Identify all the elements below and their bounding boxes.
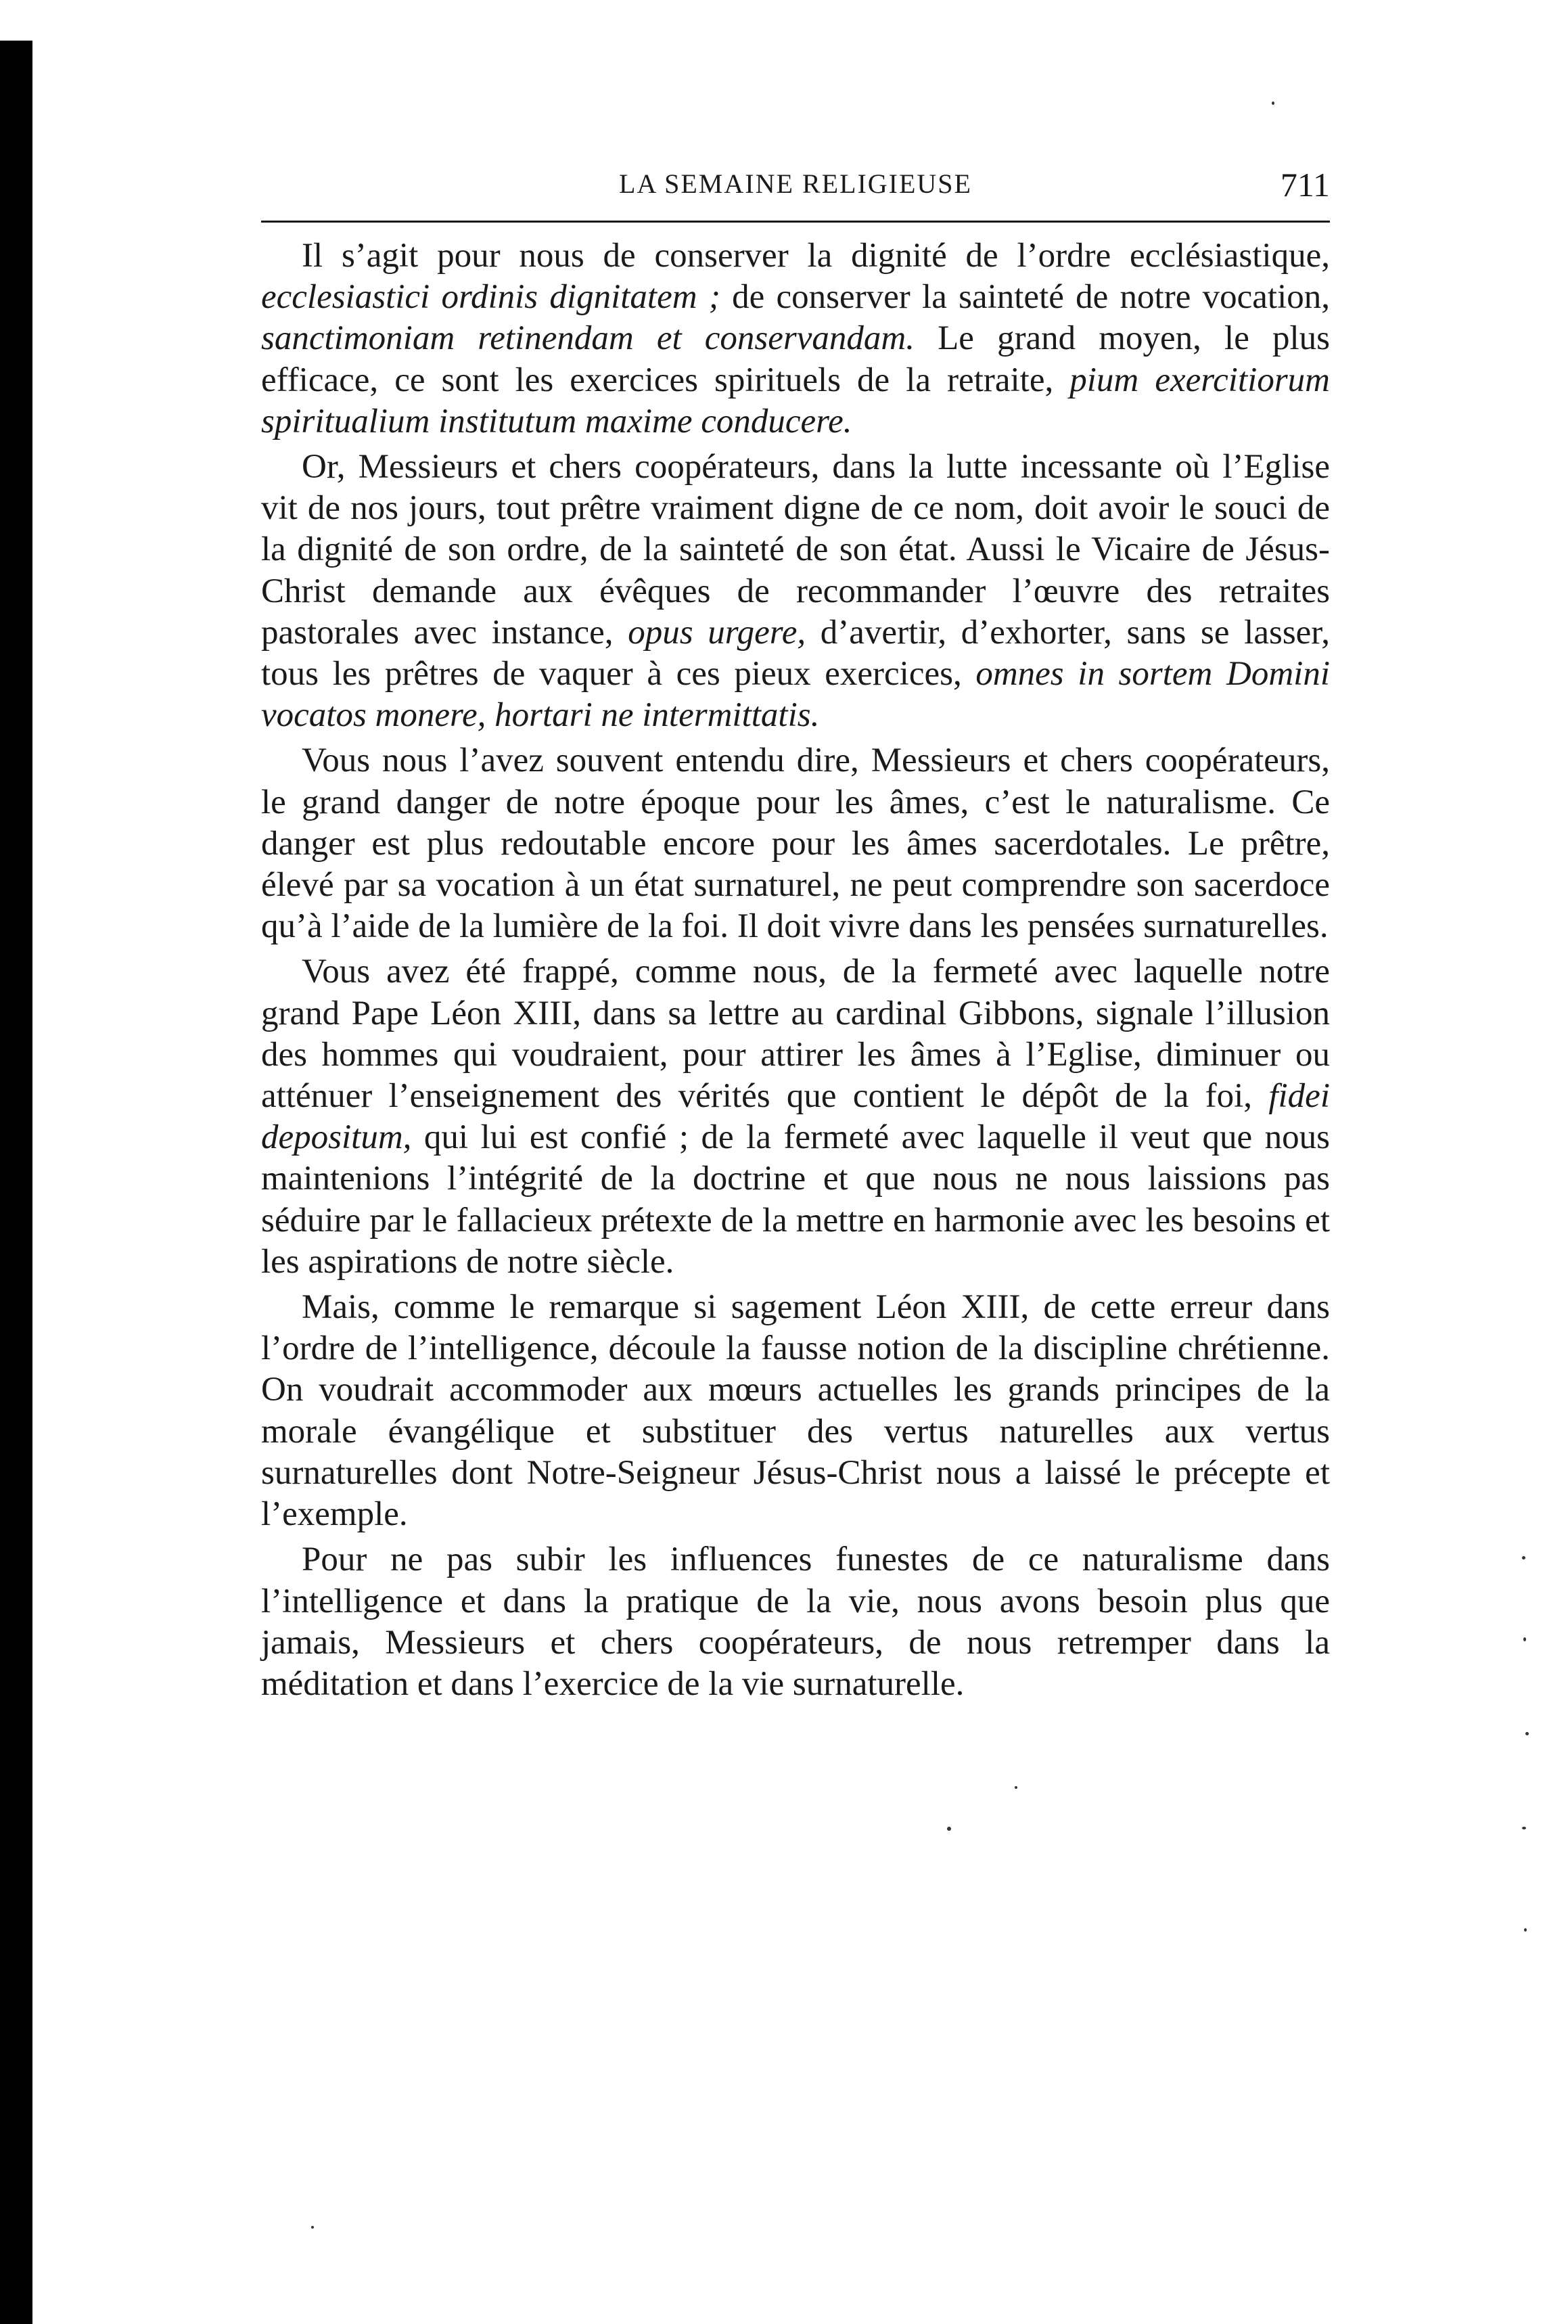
text-run: qui lui est confié ; de la fermeté avec laquelle il veut que nous maintenions l’intégrité de la doctrine et que nous ne nous laissions pas séduire par le fallacieux prétexte de la mettre en harmonie avec les besoins et les aspirations de notre siècle. bbox=[261, 1118, 1330, 1281]
latin-citation: sanctimoniam retinendam et conservandam. bbox=[261, 319, 915, 358]
page-number: 711 bbox=[1280, 166, 1330, 204]
text-run: de conserver la sainteté de notre vocation, bbox=[720, 278, 1330, 317]
text-run: Pour ne pas subir les influences funestes de ce naturalisme dans l’intelligence et dans la pratique de la vie, nous avons besoin plus que jamais, Messieurs et chers coopérateurs, de nous retremper dans la méditation et dans l’exercice de la vie surnaturelle. bbox=[261, 1541, 1330, 1703]
scan-edge-shadow bbox=[0, 41, 32, 2324]
body-text bbox=[261, 235, 1330, 1709]
text-run: Mais, comme le remarque si sagement Léon XIII, de cette erreur dans l’ordre de l’intelligence, découle la fausse notion de la discipline chrétienne. On voudrait accommoder aux mœurs actuelles les grands principes de la morale évangélique et substituer des vertus naturelles aux vertus surnaturelles dont Notre-Seigneur Jésus-Christ nous a laissé le précepte et l’exemple. bbox=[261, 1288, 1330, 1534]
text-run: Il s’agit pour nous de conserver la dignité de l’ordre ecclésiastique, bbox=[302, 237, 1330, 275]
text-run: Or, Messieurs et chers coopérateurs, dans la lutte incessante où l’Eglise vit de nos jours, tout prêtre vraiment digne de ce nom, doit avoir le souci de la dignité de son ordre, de la sainteté de son état. Aussi le Vicaire de Jésus-Christ demande aux évêques de recommander l’œuvre des retraites pastorales avec instance, bbox=[261, 448, 1330, 652]
paragraph-1 bbox=[261, 235, 1330, 442]
latin-citation: omnes in sortem Domini vocatos monere, hortari ne intermittatis. bbox=[261, 655, 1330, 735]
latin-citation: opus urgere, bbox=[628, 613, 806, 652]
header-rule bbox=[261, 221, 1330, 223]
latin-citation: pium exercitiorum spiritualium institutum maxime conducere. bbox=[261, 361, 1330, 440]
text-run: d’avertir, d’exhorter, sans se lasser, tous les prêtres de vaquer à ces pieux exercices, bbox=[261, 613, 1330, 693]
paragraph-5 bbox=[261, 1287, 1330, 1535]
paragraph-3 bbox=[261, 740, 1330, 947]
latin-citation: fidei depositum, bbox=[261, 1077, 1330, 1157]
paragraph-4 bbox=[261, 951, 1330, 1283]
text-run: Vous avez été frappé, comme nous, de la fermeté avec laquelle notre grand Pape Léon XIII, dans sa lettre au cardinal Gibbons, signale l’illusion des hommes qui voudraient, pour attirer les âmes à l’Eglise, diminuer ou atténuer l’enseignement des vérités que contient le dépôt de la foi, bbox=[261, 953, 1330, 1116]
text-run: Le grand moyen, le plus efficace, ce sont les exercices spirituels de la retraite, bbox=[261, 319, 1330, 399]
running-head bbox=[261, 168, 1330, 215]
paragraph-2 bbox=[261, 447, 1330, 736]
text-run: Vous nous l’avez souvent entendu dire, Messieurs et chers coopérateurs, le grand danger de notre époque pour les âmes, c’est le naturalisme. Ce danger est plus redoutable encore pour les âmes sacerdotales. Le prêtre, élevé par sa vocation à un état surnaturel, ne peut comprendre son sacerdoce qu’à l’aide de la lumière de la foi. Il doit vivre dans les pensées surnaturelles. bbox=[261, 742, 1330, 946]
latin-citation: ecclesiastici ordinis dignitatem ; bbox=[261, 278, 720, 317]
running-title: LA SEMAINE RELIGIEUSE bbox=[619, 168, 972, 199]
paragraph-6 bbox=[261, 1539, 1330, 1705]
